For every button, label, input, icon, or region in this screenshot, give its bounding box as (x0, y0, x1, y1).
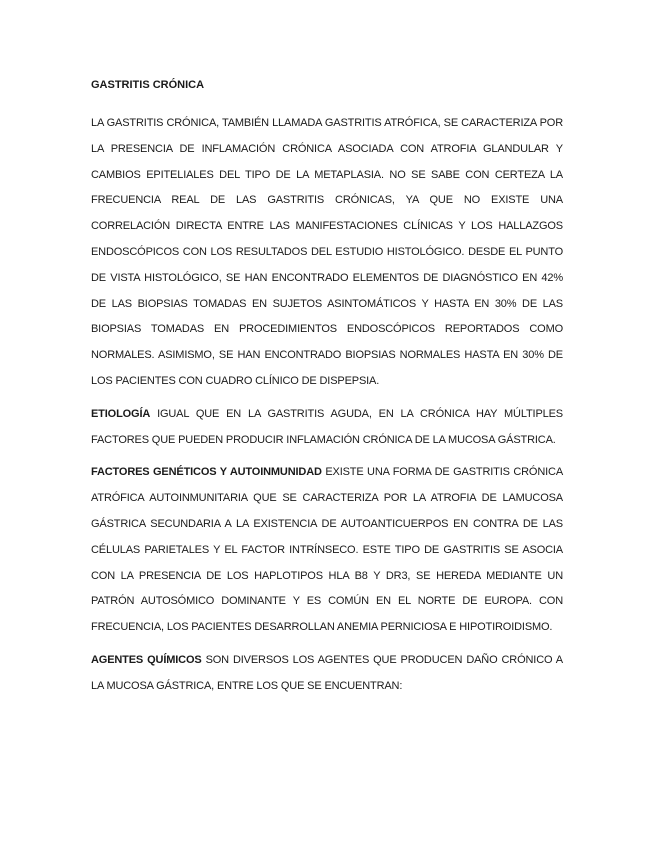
section-heading: ETIOLOGÍA (91, 407, 151, 420)
section-agentes-quimicos (91, 648, 563, 700)
document-title: GASTRITIS CRÓNICA (91, 79, 205, 91)
document-page (91, 76, 563, 707)
section-body: EXISTE UNA FORMA DE GASTRITIS CRÓNICA ATRÓFICA AUTOINMUNITARIA QUE SE CARACTERIZA POR LA ATROFIA DE LAMUCOSA GÁSTRICA SECUNDARIA A LA EXISTENCIA DE AUTOANTICUERPOS EN CONTRA DE LAS CÉLULAS PARIETALES Y EL FACTOR INTRÍNSECO. ESTE TIPO DE GASTRITIS SE ASOCIA CON LA PRESENCIA DE LOS HAPLOTIPOS HLA B8 Y DR3, SE HEREDA MEDIANTE UN PATRÓN AUTOSÓMICO DOMINANTE Y ES COMÚN EN EL NORTE DE EUROPA. CON FRECUENCIA, LOS PACIENTES DESARROLLAN ANEMIA PERNICIOSA E HIPOTIROIDISMO. (91, 466, 564, 634)
section-heading: FACTORES GENÉTICOS Y AUTOINMUNIDAD (91, 466, 322, 479)
section-body: SON DIVERSOS LOS AGENTES QUE PRODUCEN DAÑO CRÓNICO A LA MUCOSA GÁSTRICA, ENTRE LOS QUE SE ENCUENTRAN: (91, 653, 563, 692)
section-heading: AGENTES QUÍMICOS (91, 653, 202, 666)
section-factores-geneticos (91, 460, 563, 641)
section-etiologia (91, 402, 563, 454)
intro-paragraph: LA GASTRITIS CRÓNICA, TAMBIÉN LLAMADA GASTRITIS ATRÓFICA, SE CARACTERIZA POR LA PRESENCIA DE INFLAMACIÓN CRÓNICA ASOCIADA CON ATROFIA GLANDULAR Y CAMBIOS EPITELIALES DEL TIPO DE LA METAPLASIA. NO SE SABE CON CERTEZA LA FRECUENCIA REAL DE LAS GASTRITIS CRÓNICAS, YA QUE NO EXISTE UNA CORRELACIÓN DIRECTA ENTRE LAS MANIFESTACIONES CLÍNICAS Y LOS HALLAZGOS ENDOSCÓPICOS CON LOS RESULTADOS DEL ESTUDIO HISTOLÓGICO. DESDE EL PUNTO DE VISTA HISTOLÓGICO, SE HAN ENCONTRADO ELEMENTOS DE DIAGNÓSTICO EN 42% DE LAS BIOPSIAS TOMADAS EN SUJETOS ASINTOMÁTICOS Y HASTA EN 30% DE LAS BIOPSIAS TOMADAS EN PROCEDIMIENTOS ENDOSCÓPICOS REPORTADOS COMO NORMALES. ASIMISMO, SE HAN ENCONTRADO BIOPSIAS NORMALES HASTA EN 30% DE LOS PACIENTES CON CUADRO CLÍNICO DE DISPEPSIA. (91, 117, 563, 387)
section-body: IGUAL QUE EN LA GASTRITIS AGUDA, EN LA CRÓNICA HAY MÚLTIPLES FACTORES QUE PUEDEN PRODUCIR INFLAMACIÓN CRÓNICA DE LA MUCOSA GÁSTRICA. (91, 407, 563, 446)
